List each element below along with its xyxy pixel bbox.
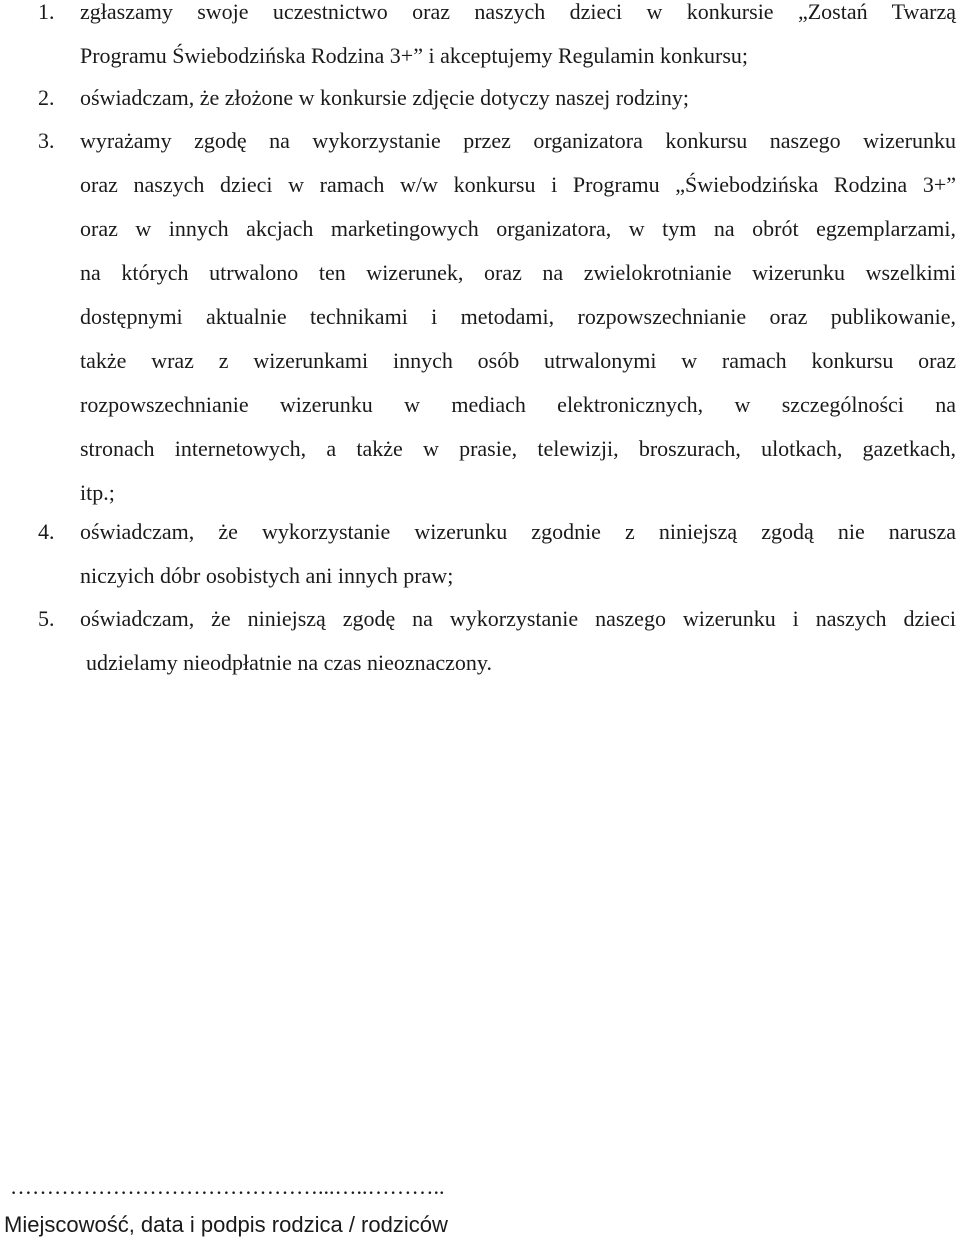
list-number: 3.	[38, 128, 55, 153]
list-item-text-line: udzielamy nieodpłatnie na czas nieoznaczony.	[86, 650, 493, 675]
list-item-text-line: oświadczam, że niniejszą zgodę na wykorzystanie naszego wizerunku i naszych dzieci	[80, 606, 956, 631]
list-number: 5.	[38, 606, 55, 631]
list-item-text-line: stronach internetowych, a także w prasie, telewizji, broszurach, ulotkach, gazetkach,	[80, 436, 956, 461]
list-number: 1.	[38, 0, 55, 24]
signature-label: Miejscowość, data i podpis rodzica / rodziców	[4, 1212, 448, 1237]
list-item-text-line: itp.;	[80, 480, 115, 505]
list-item-text-line: także wraz z wizerunkami innych osób utrwalonymi w ramach konkursu oraz	[80, 348, 956, 373]
list-item-text-line: oświadczam, że wykorzystanie wizerunku zgodnie z niniejszą zgodą nie narusza	[80, 519, 956, 544]
list-item-text-line: oświadczam, że złożone w konkursie zdjęcie dotyczy naszej rodziny;	[80, 85, 690, 110]
list-item-text-line: dostępnymi aktualnie technikami i metodami, rozpowszechnianie oraz publikowanie,	[80, 304, 956, 329]
list-item-text-line: niczyich dóbr osobistych ani innych praw;	[80, 563, 454, 588]
list-item-text-line: Programu Świebodzińska Rodzina 3+” i akceptujemy Regulamin konkursu;	[80, 43, 749, 68]
list-item-text-line: zgłaszamy swoje uczestnictwo oraz naszych dzieci w konkursie „Zostań Twarzą	[80, 0, 956, 24]
list-item-text-line: wyrażamy zgodę na wykorzystanie przez organizatora konkursu naszego wizerunku	[80, 128, 956, 153]
list-item-text-line: oraz naszych dzieci w ramach w/w konkursu i Programu „Świebodzińska Rodzina 3+”	[80, 172, 956, 197]
list-item-text-line: rozpowszechnianie wizerunku w mediach elektronicznych, w szczególności na	[80, 392, 956, 417]
list-item-text-line: na których utrwalono ten wizerunek, oraz na zwielokrotnianie wizerunku wszelkimi	[80, 260, 956, 285]
signature-dotted-line: ……………………………………...…..………..	[10, 1174, 445, 1199]
list-number: 4.	[38, 519, 55, 544]
list-number: 2.	[38, 85, 55, 110]
list-item-text-line: oraz w innych akcjach marketingowych organizatora, w tym na obrót egzemplarzami,	[80, 216, 956, 241]
